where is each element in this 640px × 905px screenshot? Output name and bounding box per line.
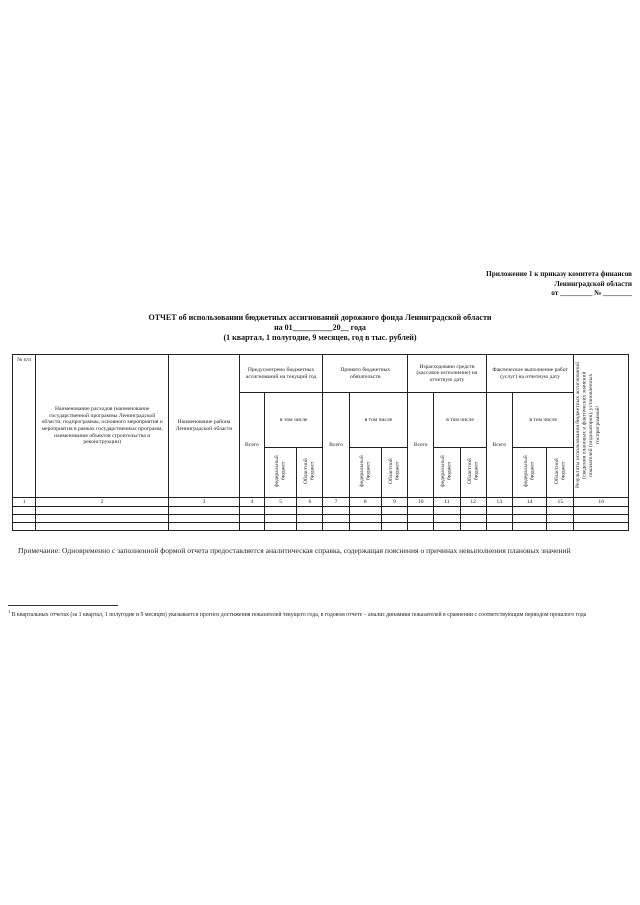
- col-number: 1: [13, 498, 36, 507]
- note-text: Примечание: Одновременно с заполненной формой отчета предоставляется аналитическая справка, содержащая пояснения о причинах невыполнения плановых значений: [18, 546, 571, 555]
- group-header-planned: Предусмотрено бюджетных ассигнований на текущий год: [239, 355, 323, 393]
- title-line-3: (1 квартал, 1 полугодие, 9 месяцев, год в тыс. рублей): [223, 333, 417, 342]
- footnote-divider: [8, 605, 118, 606]
- used-including: в том числе: [434, 393, 486, 448]
- col-number: 11: [434, 498, 460, 507]
- table-row: [13, 507, 629, 515]
- report-table: [12, 354, 629, 531]
- used-total: Всего: [408, 393, 434, 498]
- col-number: 8: [349, 498, 381, 507]
- col-header-number: № п/п: [13, 355, 36, 498]
- col-number: 5: [264, 498, 296, 507]
- col-number: 12: [460, 498, 486, 507]
- table-row: [13, 523, 629, 531]
- footnote: [8, 608, 628, 619]
- accepted-including: в том числе: [349, 393, 407, 448]
- col-number: 15: [547, 498, 574, 507]
- col-number: 9: [381, 498, 407, 507]
- planned-total: Всего: [239, 393, 264, 498]
- header-line-2: Ленинградской области: [554, 279, 632, 288]
- accepted-federal: федеральный бюджет: [349, 448, 381, 498]
- title-line-2: на 01__________20__ года: [274, 323, 366, 332]
- report-title: [0, 313, 640, 343]
- col-header-expense-name: Наименование расходов (наименование государственной программы Ленинградской области, подпрограммы, основного мероприятия и мероприятия в рамках государственных программ, наименование объектов строительства и реконструкции): [36, 355, 169, 498]
- col-number: 6: [297, 498, 323, 507]
- col-header-results: [574, 355, 629, 498]
- actual-including: в том числе: [512, 393, 574, 448]
- actual-federal: федеральный бюджет: [512, 448, 546, 498]
- actual-regional: Областной бюджет: [547, 448, 574, 498]
- table-row: [13, 515, 629, 523]
- col-number: 2: [36, 498, 169, 507]
- accepted-total: Всего: [323, 393, 349, 498]
- planned-federal: федеральный бюджет: [264, 448, 296, 498]
- header-line-3: от _________ № ________: [551, 289, 632, 297]
- planned-regional: Областной бюджет: [297, 448, 323, 498]
- actual-total: Всего: [486, 393, 512, 498]
- title-line-1: ОТЧЕТ об использовании бюджетных ассигнований дорожного фонда Ленинградской области: [148, 313, 492, 322]
- header-line-1: Приложение 1 к приказу комитета финансов: [486, 270, 632, 278]
- col-number: 3: [169, 498, 240, 507]
- approval-header: [486, 270, 632, 299]
- accepted-regional: Областной бюджет: [381, 448, 407, 498]
- group-header-accepted: Принято бюджетных обязательств: [323, 355, 408, 393]
- group-header-actual: Фактическое выполнение работ (услуг) на отчетную дату: [486, 355, 574, 393]
- col-number: 4: [239, 498, 264, 507]
- used-regional: Областной бюджет: [460, 448, 486, 498]
- planned-including: в том числе: [264, 393, 322, 448]
- results-label: Результаты использования бюджетных ассигнований (сведения плановых и фактических значений показателей (индикаторов), установленных госпрограммой¹: [575, 361, 601, 488]
- col-number: 14: [512, 498, 546, 507]
- used-federal: федеральный бюджет: [434, 448, 460, 498]
- column-number-row: [13, 498, 629, 507]
- col-number: 7: [323, 498, 349, 507]
- col-number: 16: [574, 498, 629, 507]
- footnote-mark: 1: [8, 609, 11, 614]
- footnote-text: В квартальных отчетах (за 1 квартал, 1 полугодие и 9 месяцев) указывается прогноз достижения показателей текущего года, в годовом отчете – анализ динамики показателей в сравнении с соответствующим периодом прошлого года: [11, 611, 587, 618]
- col-number: 13: [486, 498, 512, 507]
- col-number: 10: [408, 498, 434, 507]
- col-header-district: Наименование района Ленинградской области: [169, 355, 240, 498]
- group-header-used: Израсходовано средств (кассовое исполнение) на отчетную дату: [408, 355, 487, 393]
